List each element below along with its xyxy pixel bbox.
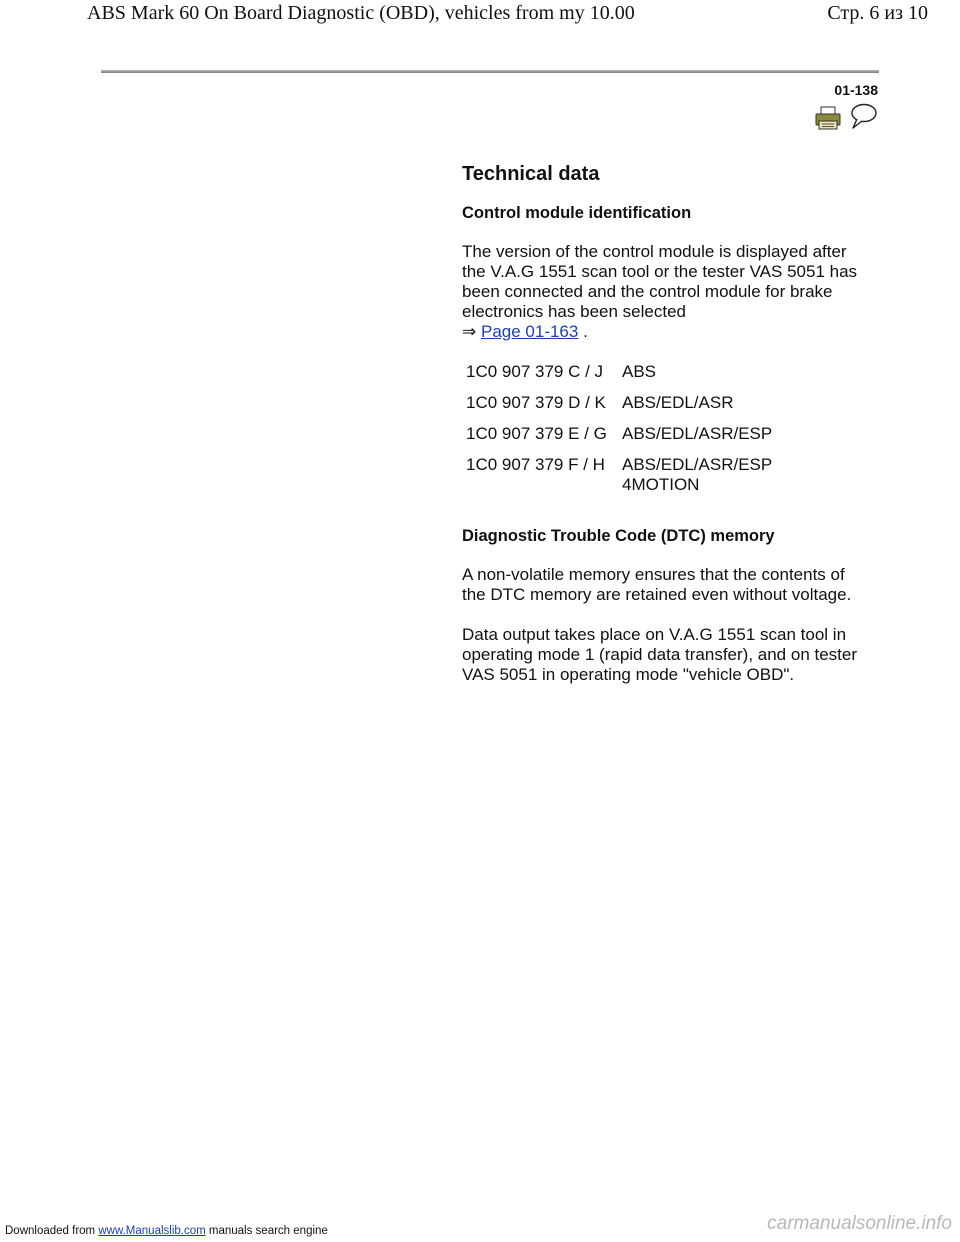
system-cell: ABS xyxy=(622,362,657,381)
footer-suffix: manuals search engine xyxy=(205,1225,328,1237)
part-number-cell: 1C0 907 379 E / G xyxy=(466,424,607,443)
footer-prefix: Downloaded from xyxy=(5,1225,99,1237)
watermark: carmanualsonline.info xyxy=(767,1213,952,1234)
download-footer xyxy=(5,1225,328,1237)
page-link[interactable]: Page 01-163 xyxy=(480,322,579,341)
page-counter: Стр. 6 из 10 xyxy=(827,2,928,24)
part-number-cell: 1C0 907 379 C / J xyxy=(466,362,604,381)
part-number-cell: 1C0 907 379 F / H xyxy=(466,455,605,474)
link-tail: . xyxy=(578,322,588,341)
dtc-paragraph-2: Data output takes place on V.A.G 1551 scan tool in operating mode 1 (rapid data transfer), and on tester VAS 5051 in operating mode "vehicle OBD". xyxy=(462,625,858,684)
identification-text: The version of the control module is displayed after the V.A.G 1551 scan tool or the tester VAS 5051 has been connected and the control module for brake electronics has been selected xyxy=(462,242,858,321)
header-divider xyxy=(101,70,879,73)
page-code: 01-138 xyxy=(834,82,878,98)
identification-paragraph xyxy=(462,242,862,342)
table-row xyxy=(462,424,812,455)
identification-table xyxy=(462,362,812,506)
section-heading-dtc-memory: Diagnostic Trouble Code (DTC) memory xyxy=(462,527,775,545)
system-cell: ABS/EDL/ASR xyxy=(622,393,734,412)
table-row xyxy=(462,362,812,393)
dtc-paragraph-1: A non-volatile memory ensures that the contents of the DTC memory are retained even without voltage. xyxy=(462,565,852,604)
system-cell: ABS/EDL/ASR/ESP 4MOTION xyxy=(622,455,772,494)
main-content xyxy=(462,162,862,705)
table-row xyxy=(462,455,812,506)
document-title: ABS Mark 60 On Board Diagnostic (OBD), vehicles from my 10.00 xyxy=(87,2,635,24)
link-arrow-icon: ⇒ xyxy=(462,322,477,341)
page-title: Technical data xyxy=(462,163,600,185)
feedback-icon[interactable] xyxy=(848,102,878,130)
print-icon[interactable] xyxy=(815,106,841,130)
section-heading-identification: Control module identification xyxy=(462,204,692,222)
system-cell: ABS/EDL/ASR/ESP xyxy=(622,424,773,443)
table-row xyxy=(462,393,812,424)
part-number-cell: 1C0 907 379 D / K xyxy=(466,393,606,412)
footer-site-link[interactable]: www.Manualslib.com xyxy=(98,1225,206,1237)
